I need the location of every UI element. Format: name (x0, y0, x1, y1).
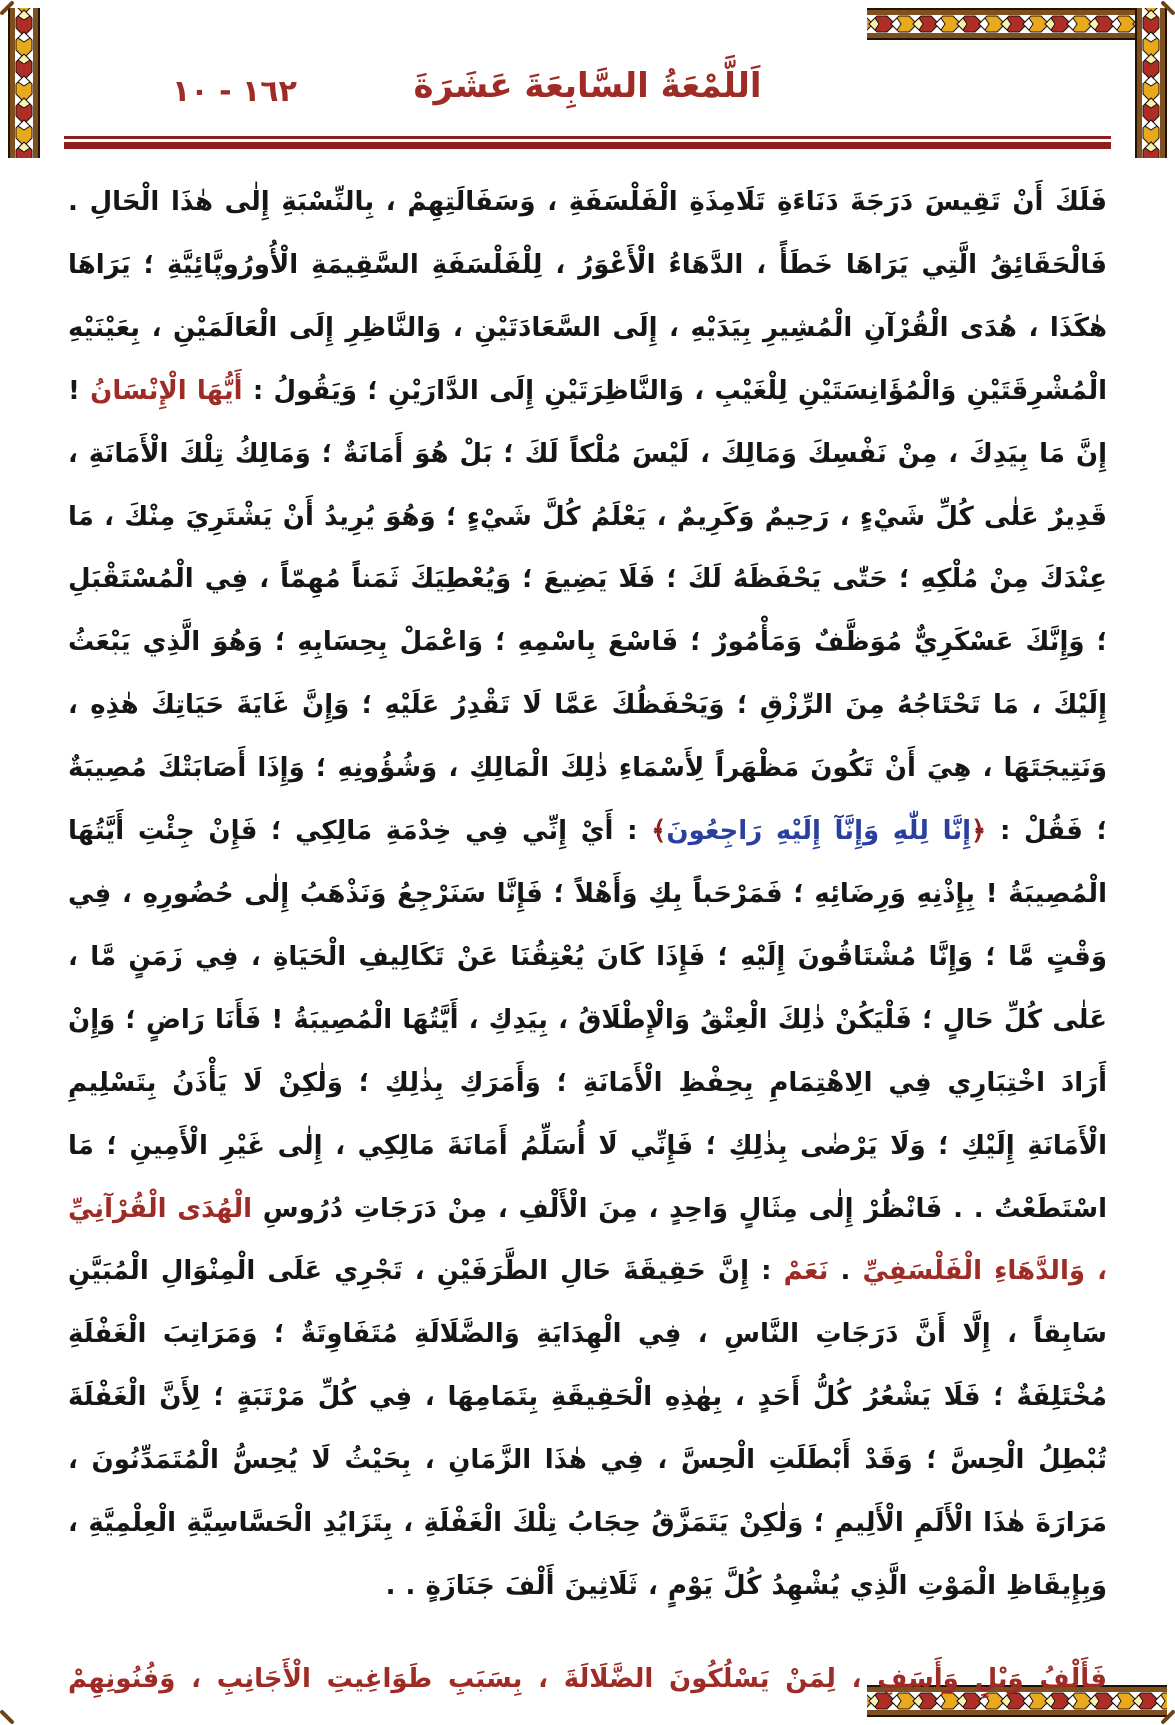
emphasis-run: نَعَمْ (783, 1256, 829, 1287)
body-paragraph-closing (68, 1648, 1107, 1711)
frame-left-border (8, 8, 40, 158)
text-run: . (828, 1256, 863, 1287)
verse-bracket-open: ﴿ (971, 816, 987, 847)
quran-verse-run: إِنَّا لِلّٰهِ وَإِنَّآ إِلَيْهِ رَاجِعُونَ (666, 816, 972, 847)
header-rule-thick-line (64, 142, 1111, 149)
emphasis-run: أَيُّهَا الْإِنْسَانُ (90, 375, 243, 406)
text-run: فَلَكَ أَنْ تَقِيسَ دَرَجَةَ دَنَاءَةِ تَلَامِذَةِ الْفَلْسَفَةِ ، وَسَفَالَتِهِمْ ، بِالنِّسْبَةِ إِلٰى هٰذَا الْحَالِ . فَالْحَقَائِقُ الَّتِي يَرَاهَا خَطَأً ، الدَّهَاءُ الْأَعْوَرُ ، لِلْفَلْسَفَةِ السَّقِيمَةِ الْأُورُوپَّائِيَّةِ ؛ يَرَاهَا هٰكَذَا ، هُدَى الْقُرْآنِ الْمُشِيرِ بِيَدَيْهِ ، إِلَى السَّعَادَتَيْنِ ، وَالنَّاظِرِ إِلَى الْعَالَمَيْنِ ، بِعَيْنَيْهِ الْمُشْرِقَتَيْنِ وَالْمُؤَانِسَتَيْنِ لِلْغَيْبِ ، وَالنَّاظِرَتَيْنِ إِلَى الدَّارَيْنِ ؛ وَيَقُولُ : (68, 187, 1107, 406)
corner-ornament-bottom-left (0, 1709, 15, 1725)
text-run: : أَيْ إِنِّي فِي خِدْمَةِ مَالِكِي ؛ فَإِنْ جِئْتِ أَيَّتُهَا الْمُصِيبَةُ ! بِإِذْنِهِ وَرِضَائِهِ ؛ فَمَرْحَباً بِكِ وَأَهْلاً ؛ فَإِنَّا سَنَرْجِعُ وَنَذْهَبُ إِلٰى حُضُورِهِ ، فِي وَقْتٍ مَّا ؛ وَإِنَّا مُشْتَاقُونَ إِلَيْهِ ؛ فَإِذَا كَانَ يُعْتِقُنَا عَنْ تَكَالِيفِ الْحَيَاةِ ، فِي زَمَنٍ مَّا ، عَلٰى كُلِّ حَالٍ ؛ فَلْيَكُنْ ذٰلِكَ الْعِتْقُ وَالْإِطْلَاقُ ، بِيَدِكِ ، أَيَّتُهَا الْمُصِيبَةُ ! فَأَنَا رَاضٍ ؛ وَإِنْ أَرَادَ اخْتِبَارِي فِي الِاهْتِمَامِ بِحِفْظِ الْأَمَانَةِ ؛ وَأَمَرَكِ بِذٰلِكِ ؛ وَلٰكِنْ لَا يَأْذَنُ بِتَسْلِيمِ الْأَمَانَةِ إِلَيْكِ ؛ وَلَا يَرْضٰى بِذٰلِكِ ؛ فَإِنِّي لَا أُسَلِّمُ أَمَانَةَ مَالِكِي ، إِلٰى غَيْرِ الْأَمِينِ ؛ مَا اسْتَطَعْتُ . . فَانْظُرْ إِلٰى مِثَالٍ وَاحِدٍ ، مِنَ الْأَلْفِ ، مِنْ دَرَجَاتِ دُرُوسِ (68, 816, 1107, 1224)
page-content (62, 46, 1113, 1694)
text-run: : إِنَّ حَقِيقَةَ حَالِ الطَّرَفَيْنِ ، تَجْرِي عَلَى الْمِنْوَالِ الْمُبَيَّنِ سَابِقاً ، إِلَّا أَنَّ دَرَجَاتِ النَّاسِ ، فِي الْهِدَايَةِ وَالضَّلَالَةِ مُتَفَاوِتَةٌ ؛ وَمَرَاتِبَ الْغَفْلَةِ مُخْتَلِفَةٌ ؛ فَلَا يَشْعُرُ كُلُّ أَحَدٍ ، بِهٰذِهِ الْحَقِيقَةِ بِتَمَامِهَا ، فِي كُلِّ مَرْتَبَةٍ ؛ لِأَنَّ الْغَفْلَةَ تُبْطِلُ الْحِسَّ ؛ وَقَدْ أَبْطَلَتِ الْحِسَّ ، فِي هٰذَا الزَّمَانِ ، بِحَيْثُ لَا يُحِسُّ الْمُتَمَدِّنُونَ ، مَرَارَةَ هٰذَا الْأَلَمِ الْأَلِيمِ ؛ وَلٰكِنْ يَتَمَزَّقُ حِجَابُ تِلْكَ الْغَفْلَةِ ، بِتَزَايُدِ الْحَسَّاسِيَّةِ الْعِلْمِيَّةِ ، وَبِإِيقَاظِ الْمَوْتِ الَّذِي يُشْهِدُ كُلَّ يَوْمٍ ، ثَلَاثِينَ أَلْفَ جَنَازَةٍ . . (68, 1256, 1107, 1601)
page-header (62, 46, 1113, 132)
closing-line-run: فَأَلْفُ وَيْلٍ وَأَسَفٍ ، لِمَنْ يَسْلُكُونَ الضَّلَالَةَ ، بِسَبَبِ طَوَاغِيتِ الْأَجَانِبِ ، وَفُنُونِهِمْ (68, 1663, 1107, 1694)
body-text (62, 171, 1113, 1711)
header-divider-rule (64, 136, 1111, 149)
page-title: اَللَّمْعَةُ السَّابِعَةَ عَشَرَةَ (413, 66, 762, 106)
body-paragraph-main (68, 171, 1107, 1618)
verse-bracket-close: ﴾ (651, 816, 667, 847)
frame-right-border (1135, 8, 1167, 158)
page-number: ١٦٢ - ١٠ (172, 74, 297, 109)
text-run: ! إِنَّ مَا بِيَدِكَ ، مِنْ نَفْسِكَ وَمَالِكَ ، لَيْسَ مُلْكاً لَكَ ؛ بَلْ هُوَ أَمَانَةٌ ؛ وَمَالِكُ تِلْكَ الْأَمَانَةِ ، قَدِيرٌ عَلٰى كُلِّ شَيْءٍ ، رَحِيمٌ وَكَرِيمٌ ، يَعْلَمُ كُلَّ شَيْءٍ ؛ وَهُوَ يُرِيدُ أَنْ يَشْتَرِيَ مِنْكَ ، مَا عِنْدَكَ مِنْ مُلْكِهِ ؛ حَتّٰى يَحْفَظَهُ لَكَ ؛ فَلَا يَضِيعَ ؛ وَيُعْطِيَكَ ثَمَناً مُهِمّاً ، فِي الْمُسْتَقْبَلِ ؛ وَإِنَّكَ عَسْكَرِيٌّ مُوَظَّفٌ وَمَأْمُورٌ ؛ فَاسْعَ بِاسْمِهِ ؛ وَاعْمَلْ بِحِسَابِهِ ؛ وَهُوَ الَّذِي يَبْعَثُ إِلَيْكَ ، مَا تَحْتَاجُهُ مِنَ الرِّزْقِ ؛ وَيَحْفَظُكَ عَمَّا لَا تَقْدِرُ عَلَيْهِ ؛ وَإِنَّ غَايَةَ حَيَاتِكَ هٰذِهِ ، وَنَتِيجَتَهَا ، هِيَ أَنْ تَكُونَ مَظْهَراً لِأَسْمَاءِ ذٰلِكَ الْمَالِكِ ، وَشُؤُونِهِ ؛ وَإِذَا أَصَابَتْكَ مُصِيبَةٌ ؛ فَقُلْ : (68, 375, 1107, 847)
frame-top-border (867, 8, 1167, 40)
emphasis-run: الْهُدَى الْقُرْآنِيِّ ، وَالدَّهَاءِ الْفَلْسَفِيِّ (68, 1193, 1107, 1287)
